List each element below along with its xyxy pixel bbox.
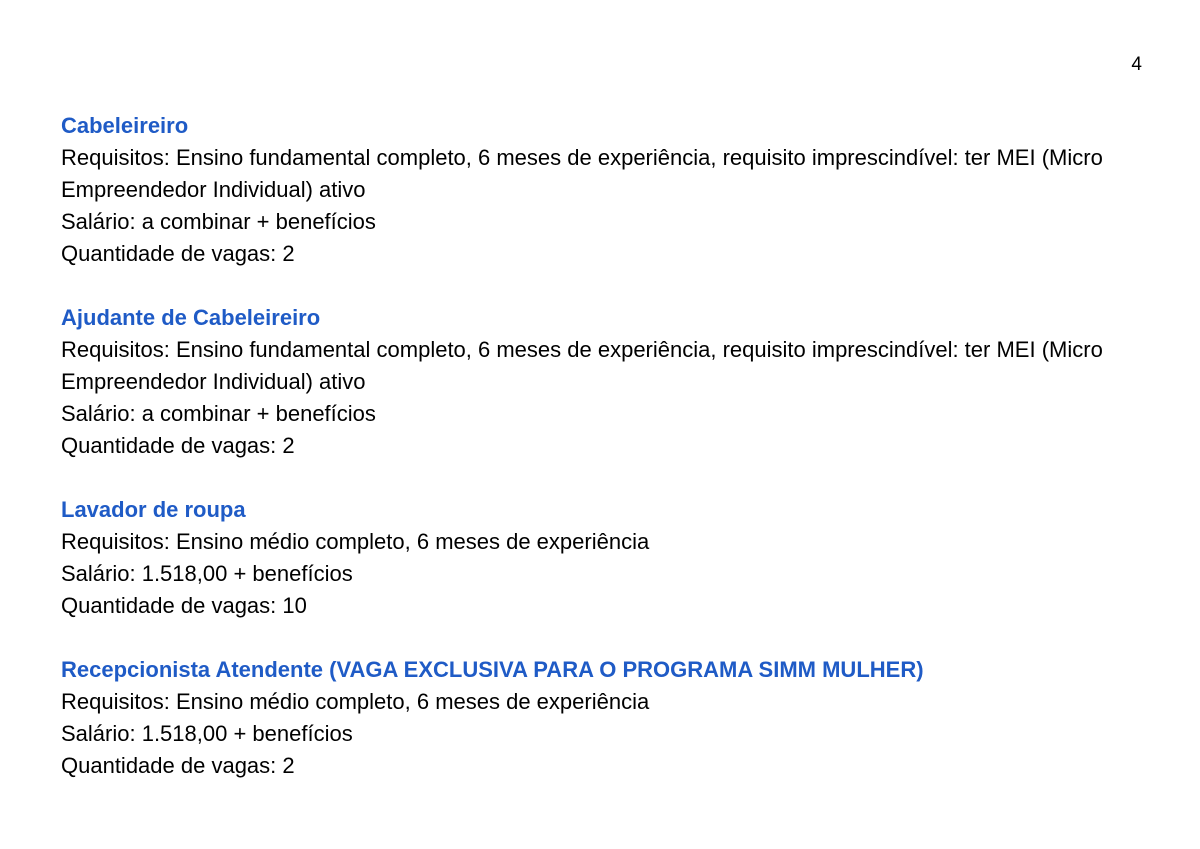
- page-number: 4: [1131, 54, 1142, 75]
- job-requirements: Requisitos: Ensino fundamental completo, 6 meses de experiência, requisito imprescindível: ter MEI (Micro Empreendedor Individual) ativo: [61, 337, 1103, 394]
- job-salary: Salário: a combinar + benefícios: [61, 209, 376, 234]
- job-title: Recepcionista Atendente (VAGA EXCLUSIVA PARA O PROGRAMA SIMM MULHER): [61, 657, 924, 682]
- job-salary: Salário: 1.518,00 + benefícios: [61, 561, 353, 586]
- job-vacancies: Quantidade de vagas: 2: [61, 433, 295, 458]
- job-listing-lavador-de-roupa: [61, 494, 1151, 622]
- job-title: Lavador de roupa: [61, 497, 246, 522]
- job-listings: [61, 110, 1151, 814]
- job-vacancies: Quantidade de vagas: 2: [61, 753, 295, 778]
- job-title: Cabeleireiro: [61, 113, 189, 138]
- job-requirements: Requisitos: Ensino médio completo, 6 meses de experiência: [61, 529, 650, 554]
- job-listing-cabeleireiro: [61, 110, 1151, 270]
- job-salary: Salário: 1.518,00 + benefícios: [61, 721, 353, 746]
- job-salary: Salário: a combinar + benefícios: [61, 401, 376, 426]
- job-requirements: Requisitos: Ensino médio completo, 6 meses de experiência: [61, 689, 650, 714]
- job-listing-ajudante-de-cabeleireiro: [61, 302, 1151, 462]
- job-vacancies: Quantidade de vagas: 2: [61, 241, 295, 266]
- job-vacancies: Quantidade de vagas: 10: [61, 593, 307, 618]
- job-title: Ajudante de Cabeleireiro: [61, 305, 321, 330]
- job-listing-recepcionista-atendente: [61, 654, 1151, 782]
- job-requirements: Requisitos: Ensino fundamental completo, 6 meses de experiência, requisito imprescindível: ter MEI (Micro Empreendedor Individual) ativo: [61, 145, 1103, 202]
